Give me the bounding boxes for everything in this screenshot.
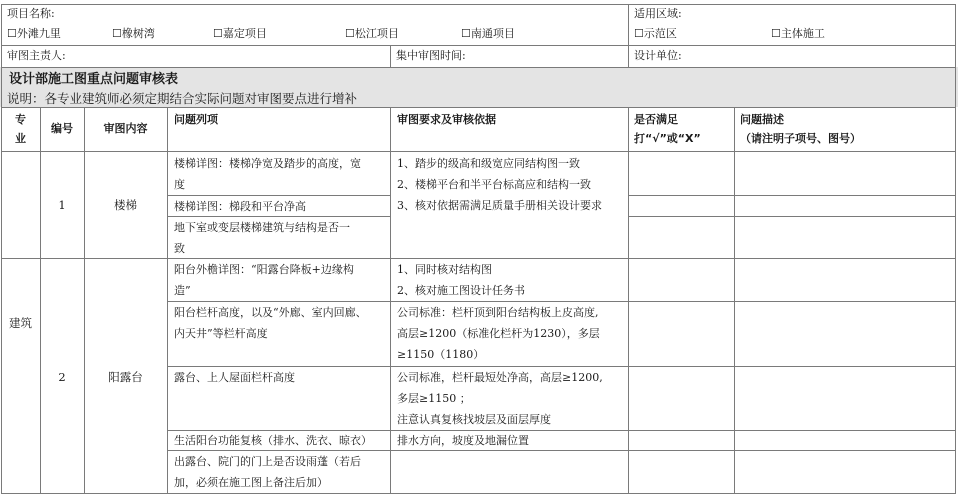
checkbox-project-xiangshuwan[interactable]: ☐橡树湾 [112, 27, 155, 40]
checkbox-project-nantong[interactable]: ☐南通项目 [461, 27, 515, 40]
checkbox-project-waitan[interactable]: ☐外滩九里 [7, 27, 61, 40]
form-title: 设计部施工图重点问题审核表 [9, 72, 179, 87]
header-number: 编号 [51, 122, 73, 135]
header-description: 问题描述 （请注明子项号、图号） [740, 113, 861, 145]
satisfy-field-2-1[interactable] [629, 259, 734, 301]
description-field-1-3[interactable] [735, 217, 955, 258]
header-satisfy: 是否满足 打“√”或“X” [634, 113, 701, 145]
design-unit-label: 设计单位: [634, 49, 682, 62]
description-field-1-1[interactable] [735, 152, 955, 195]
table-row-issue-1-1: 楼梯详图：楼梯净宽及踏步的高度，宽 度 [174, 157, 361, 191]
satisfy-field-2-4[interactable] [629, 431, 734, 450]
header-issues: 问题列项 [174, 113, 218, 126]
description-field-2-2[interactable] [735, 302, 955, 366]
description-field-2-3[interactable] [735, 367, 955, 430]
satisfy-field-1-2[interactable] [629, 196, 734, 216]
header-major: 专 业 [15, 113, 26, 145]
table-row-issue-2-5: 出露台、院门的门上是否设雨蓬（若后 加，必须在施工图上备注后加） [174, 455, 361, 489]
header-requirements: 审图要求及审核依据 [397, 113, 496, 126]
requirement-2-2: 公司标准：栏杆顶到阳台结构板上皮高度, 高层≥1200（标准化栏杆为1230），多层 ≥1150（1180） [397, 306, 600, 361]
satisfy-field-2-5[interactable] [629, 451, 734, 493]
satisfy-field-2-3[interactable] [629, 367, 734, 430]
satisfy-field-2-2[interactable] [629, 302, 734, 366]
section-2-content: 阳露台 [108, 369, 143, 384]
section-1-number: 1 [58, 198, 66, 212]
table-row-issue-1-2: 楼梯详图：梯段和平台净高 [174, 200, 306, 213]
checkbox-area-main[interactable]: ☐主体施工 [771, 27, 825, 40]
discipline-cell: 建筑 [9, 316, 32, 330]
review-time-label: 集中审图时间: [396, 49, 466, 62]
area-label: 适用区域: [634, 7, 682, 20]
header-content: 审图内容 [103, 122, 148, 135]
section-1-content: 楼梯 [114, 198, 137, 212]
checkbox-area-demo[interactable]: ☐示范区 [634, 27, 677, 40]
satisfy-field-1-3[interactable] [629, 217, 734, 258]
table-row-issue-2-4: 生活阳台功能复核（排水、洗衣、晾衣） [174, 434, 372, 447]
description-field-2-4[interactable] [735, 431, 955, 450]
requirement-2-1: 1、同时核对结构图 2、核对施工图设计任务书 [397, 263, 525, 297]
reviewer-label: 审图主责人: [7, 49, 66, 62]
table-row-issue-2-2: 阳台栏杆高度，以及“外廊、室内回廊、 内天井”等栏杆高度 [174, 306, 367, 340]
table-row-issue-2-3: 露台、上人屋面栏杆高度 [174, 371, 295, 384]
project-name-label: 项目名称: [7, 7, 55, 20]
form-note: 说明：各专业建筑师必须定期结合实际问题对审图要点进行增补 [7, 91, 358, 106]
section-1-requirements: 1、踏步的级高和级宽应同结构图一致 2、楼梯平台和半平台标高应和结构一致 3、核对依据需满足质量手册相关设计要求 [397, 157, 602, 212]
description-field-1-2[interactable] [735, 196, 955, 216]
table-row-issue-1-3: 地下室或变层楼梯建筑与结构是否一 致 [174, 221, 350, 255]
table-row-issue-2-1: 阳台外檐详图：“阳露台降板+边缘构 造” [174, 263, 354, 297]
checkbox-project-songjiang[interactable]: ☐松江项目 [345, 27, 399, 40]
section-2-number: 2 [58, 369, 66, 384]
description-field-2-1[interactable] [735, 259, 955, 301]
satisfy-field-1-1[interactable] [629, 152, 734, 195]
requirement-2-3: 公司标准，栏杆最短处净高，高层≥1200, 多层≥1150 ； 注意认真复核找坡层及面层厚度 [397, 371, 603, 426]
checkbox-project-jiading[interactable]: ☐嘉定项目 [213, 27, 267, 40]
description-field-2-5[interactable] [735, 451, 955, 493]
requirement-2-4: 排水方向，坡度及地漏位置 [397, 434, 529, 447]
